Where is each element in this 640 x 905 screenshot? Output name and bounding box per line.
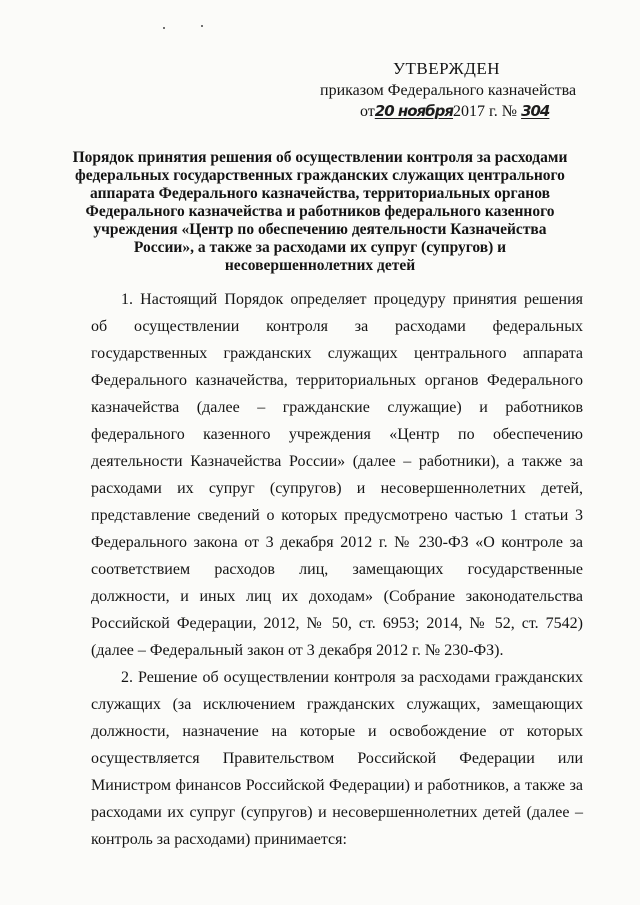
date-prefix: от	[360, 103, 375, 120]
approval-title: УТВЕРЖДЕН	[393, 59, 500, 78]
approval-order-line: приказом Федерального казначейства	[320, 82, 577, 99]
scan-speck	[163, 27, 165, 29]
date-year: 2017 г. №	[453, 103, 518, 120]
document-body	[91, 286, 583, 853]
handwritten-number: 304	[521, 102, 550, 120]
scan-speck	[201, 25, 203, 27]
handwritten-date: 20 ноября	[374, 102, 454, 120]
paragraph-1: 1. Настоящий Порядок определяет процедуру принятия решения об осуществлении контроля за расходами федеральных государственных гражданских служащих центрального аппарата Федерального казначейства, территориальных органов Федерального казначейства (далее – гражданские служащие) и работников федерального казенного учреждения «Центр по обеспечению деятельности Казначейства России» (далее – работники), а также за расходами их супруг (супругов) и несовершеннолетних детей, представление сведений о которых предусмотрено частью 1 статьи 3 Федерального закона от 3 декабря 2012 г. № 230-ФЗ «О контроле за соответствием расходов лиц, замещающих государственные должности, и иных лиц их доходам» (Собрание законодательства Российской Федерации, 2012, № 50, ст. 6953; 2014, № 52, ст. 7542) (далее – Федеральный закон от 3 декабря 2012 г. № 230-ФЗ).	[91, 291, 583, 659]
paragraph-2: 2. Решение об осуществлении контроля за расходами гражданских служащих (за исключением гражданских служащих, замещающих должности, назначение на которые и освобождение от которых осуществляется Правительством Российской Федерации или Министром финансов Российской Федерации) и работников, а также за расходами их супруг (супругов) и несовершеннолетних детей (далее – контроль за расходами) принимается:	[91, 669, 583, 848]
document-title: Порядок принятия решения об осуществлении контроля за расходами федеральных государственных гражданских служащих центрального аппарата Федерального казначейства, территориальных органов Федерального казначейства и работников федерального казенного учреждения «Центр по обеспечению деятельности Казначейства России», а также за расходами их супруг (супругов) и несовершеннолетних детей	[72, 149, 568, 274]
approval-date-line	[360, 102, 549, 121]
